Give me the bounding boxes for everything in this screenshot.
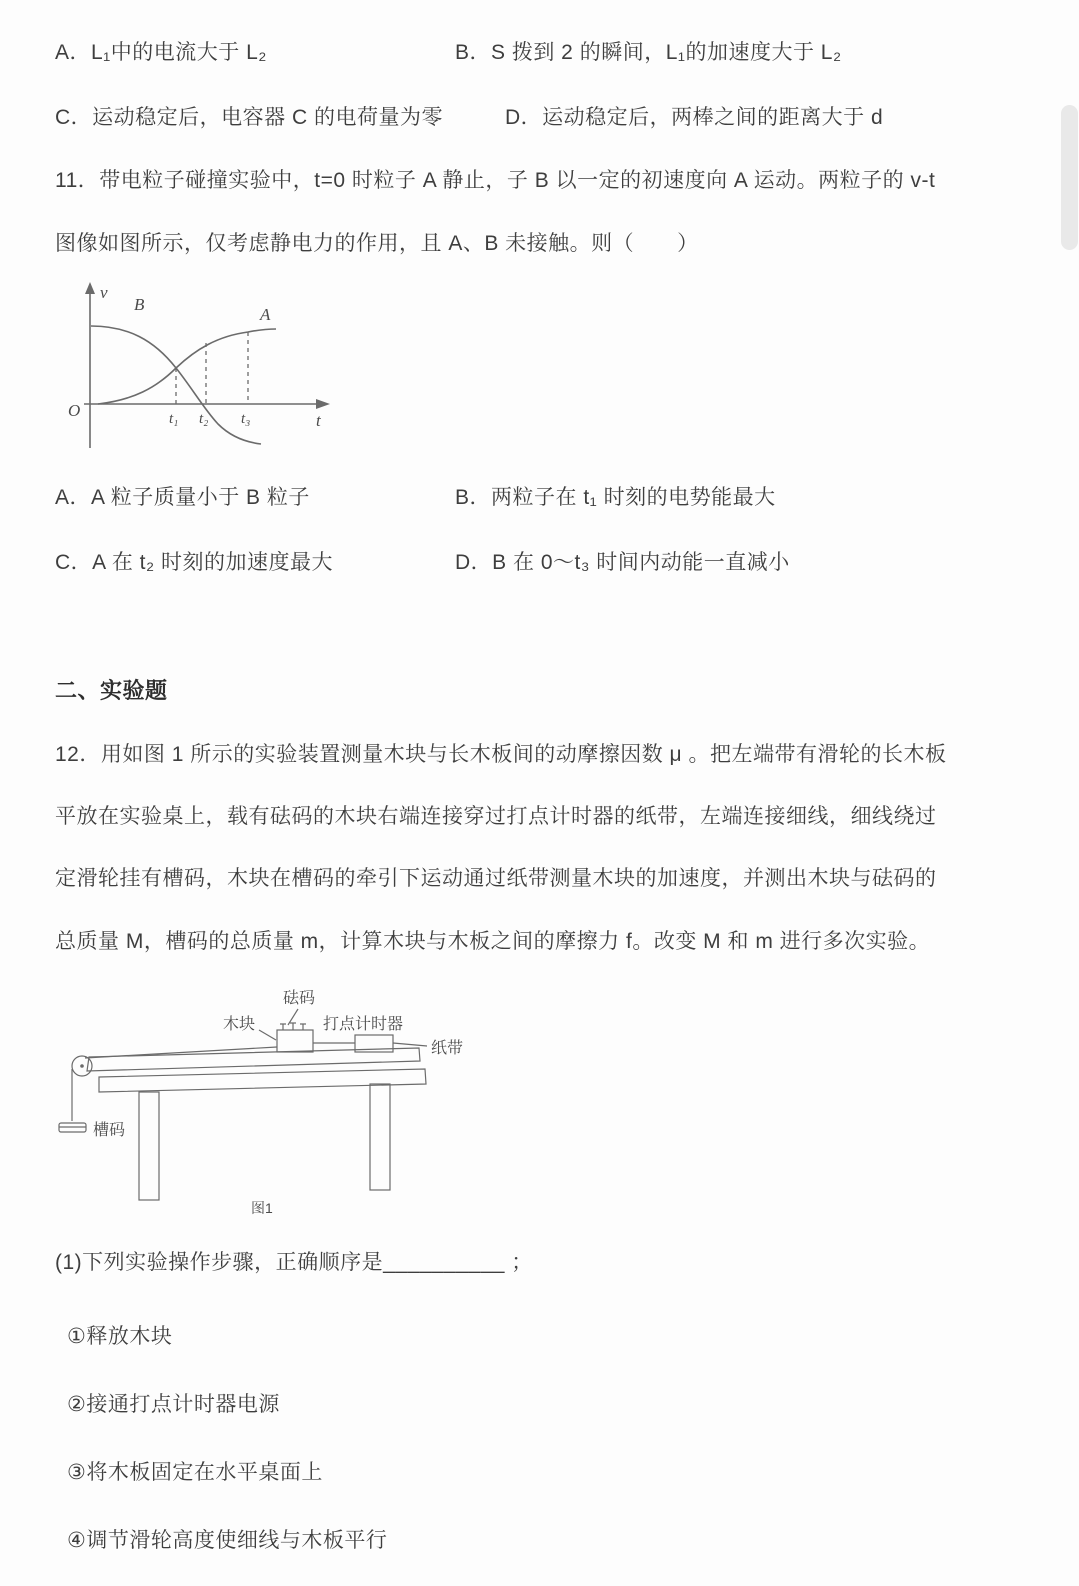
table-leg-left [139,1092,159,1200]
t-axis-arrow [316,399,330,409]
q12-sub1: (1)下列实验操作步骤，正确顺序是__________ ； [55,1251,533,1274]
q12-step-2: ②接通打点计时器电源 [67,1393,280,1416]
label-tape: 纸带 [431,1040,464,1057]
table-top [99,1069,426,1092]
section-title: 二、实验题 [55,678,168,703]
q11-vt-graph [58,276,348,461]
block-weights [280,1023,306,1030]
q10-option-c: C．运动稳定后，电容器 C 的电荷量为零 [55,106,443,129]
t-axis-label: t [316,411,321,430]
q12-stem-line1: 12．用如图 1 所示的实验装置测量木块与长木板间的动摩擦因数 μ 。把左端带有滑轮的长木板 [55,743,947,766]
curve-a [98,329,276,404]
label-hanging-weights: 槽码 [93,1122,126,1139]
q12-step-4: ④调节滑轮高度使细线与木板平行 [67,1529,388,1552]
curve-b-label: B [134,295,145,314]
q11-stem-line1: 11．带电粒子碰撞实验中，t=0 时粒子 A 静止，子 B 以一定的初速度向 A 运动。两粒子的 v-t [55,169,936,192]
origin-label: O [68,401,81,420]
q11-option-d: D．B 在 0～t₃ 时间内动能一直减小 [455,551,790,574]
tick-t2: t₂ [199,411,209,427]
v-axis-arrow [85,282,95,294]
pulley-hub [80,1064,84,1068]
q12-apparatus-figure [55,985,485,1220]
q11-option-b: B．两粒子在 t₁ 时刻的电势能最大 [455,486,776,509]
tick-t3: t₃ [241,411,251,427]
block [277,1030,313,1052]
figure-caption: 图1 [251,1200,273,1216]
label-block: 木块 [223,1016,256,1033]
q12-step-1: ①释放木块 [67,1325,173,1348]
table-leg-right [370,1084,390,1190]
v-axis-label: v [100,283,108,302]
q12-stem-line2: 平放在实验桌上，载有砝码的木块右端连接穿过打点计时器的纸带，左端连接细线，细线绕过 [55,805,937,828]
q12-stem-line3: 定滑轮挂有槽码，木块在槽码的牵引下运动通过纸带测量木块的加速度，并测出木块与砝码的 [55,867,937,890]
q10-option-a: A．L₁中的电流大于 L₂ [55,41,267,64]
q10-option-d: D．运动稳定后，两棒之间的距离大于 d [505,106,884,129]
tick-t1: t₁ [169,411,179,427]
q11-option-c: C．A 在 t₂ 时刻的加速度最大 [55,551,334,574]
scrollbar-thumb[interactable] [1061,105,1078,250]
q10-option-b: B．S 拨到 2 的瞬间，L₁的加速度大于 L₂ [455,41,842,64]
curve-a-label: A [260,305,271,324]
q12-step-3: ③将木板固定在水平桌面上 [67,1461,323,1484]
leader-block [259,1030,276,1040]
tape-right [393,1043,427,1046]
q11-option-a: A．A 粒子质量小于 B 粒子 [55,486,310,509]
q12-stem-line4: 总质量 M，槽码的总质量 m，计算木块与木板之间的摩擦力 f。改变 M 和 m 进行多次实验。 [55,930,931,953]
label-weights: 砝码 [283,990,316,1007]
label-timer: 打点计时器 [323,1016,404,1033]
q11-stem-line2: 图像如图所示，仅考虑静电力的作用，且 A、B 未接触。则（ ） [55,232,699,255]
